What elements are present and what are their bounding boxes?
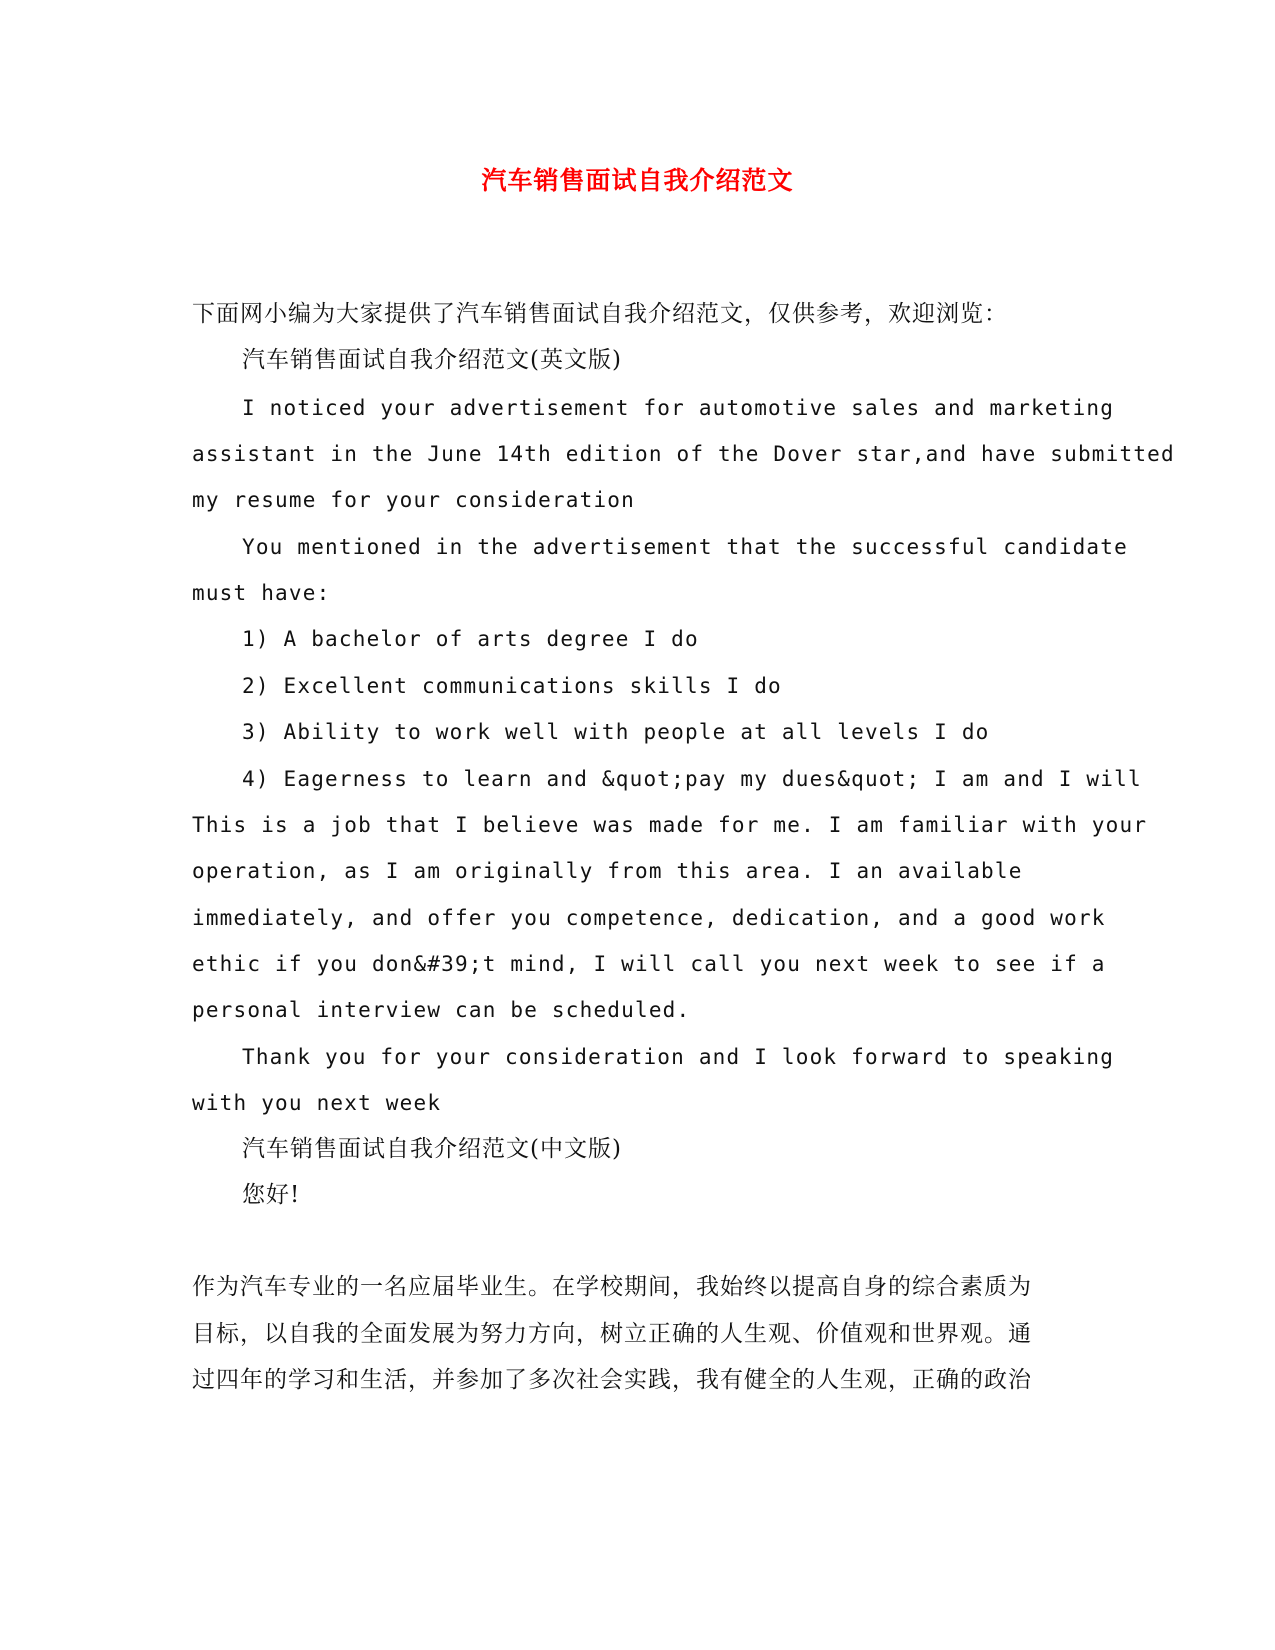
paragraph-line: You mentioned in the advertisement that the successful candidate xyxy=(242,535,1128,559)
intro-line: 下面网小编为大家提供了汽车销售面试自我介绍范文，仅供参考，欢迎浏览： xyxy=(192,301,1008,327)
paragraph-line: 作为汽车专业的一名应届毕业生。在学校期间，我始终以提高自身的综合素质为 xyxy=(192,1274,1032,1300)
list-item: 3) Ability to work well with people at all levels I do xyxy=(242,720,990,744)
paragraph-line: personal interview can be scheduled. xyxy=(192,998,691,1022)
paragraph-line: I noticed your advertisement for automotive sales and marketing xyxy=(242,396,1115,420)
document-title: 汽车销售面试自我介绍范文 xyxy=(481,166,794,195)
paragraph-line: 目标，以自我的全面发展为努力方向，树立正确的人生观、价值观和世界观。通 xyxy=(192,1321,1032,1347)
list-item: 1) A bachelor of arts degree I do xyxy=(242,627,699,651)
list-item: 4) Eagerness to learn and &quot;pay my dues&quot; I am and I will xyxy=(242,767,1142,791)
paragraph-line: with you next week xyxy=(192,1091,442,1115)
paragraph-line: operation, as I am originally from this area. I an available xyxy=(192,859,1023,883)
section-heading-english: 汽车销售面试自我介绍范文(英文版) xyxy=(242,347,622,373)
paragraph-line: assistant in the June 14th edition of the Dover star,and have submitted xyxy=(192,442,1175,466)
paragraph-line: Thank you for your consideration and I look forward to speaking xyxy=(242,1045,1115,1069)
paragraph-line: must have: xyxy=(192,581,331,605)
section-heading-chinese: 汽车销售面试自我介绍范文(中文版) xyxy=(242,1136,622,1162)
paragraph-line: immediately, and offer you competence, dedication, and a good work xyxy=(192,906,1106,930)
paragraph-line: This is a job that I believe was made for me. I am familiar with your xyxy=(192,813,1148,837)
list-item: 2) Excellent communications skills I do xyxy=(242,674,782,698)
paragraph-line: ethic if you don&#39;t mind, I will call you next week to see if a xyxy=(192,952,1106,976)
greeting-line: 您好! xyxy=(242,1182,301,1208)
paragraph-line: 过四年的学习和生活，并参加了多次社会实践，我有健全的人生观，正确的政治 xyxy=(192,1367,1032,1393)
paragraph-line: my resume for your consideration xyxy=(192,488,635,512)
